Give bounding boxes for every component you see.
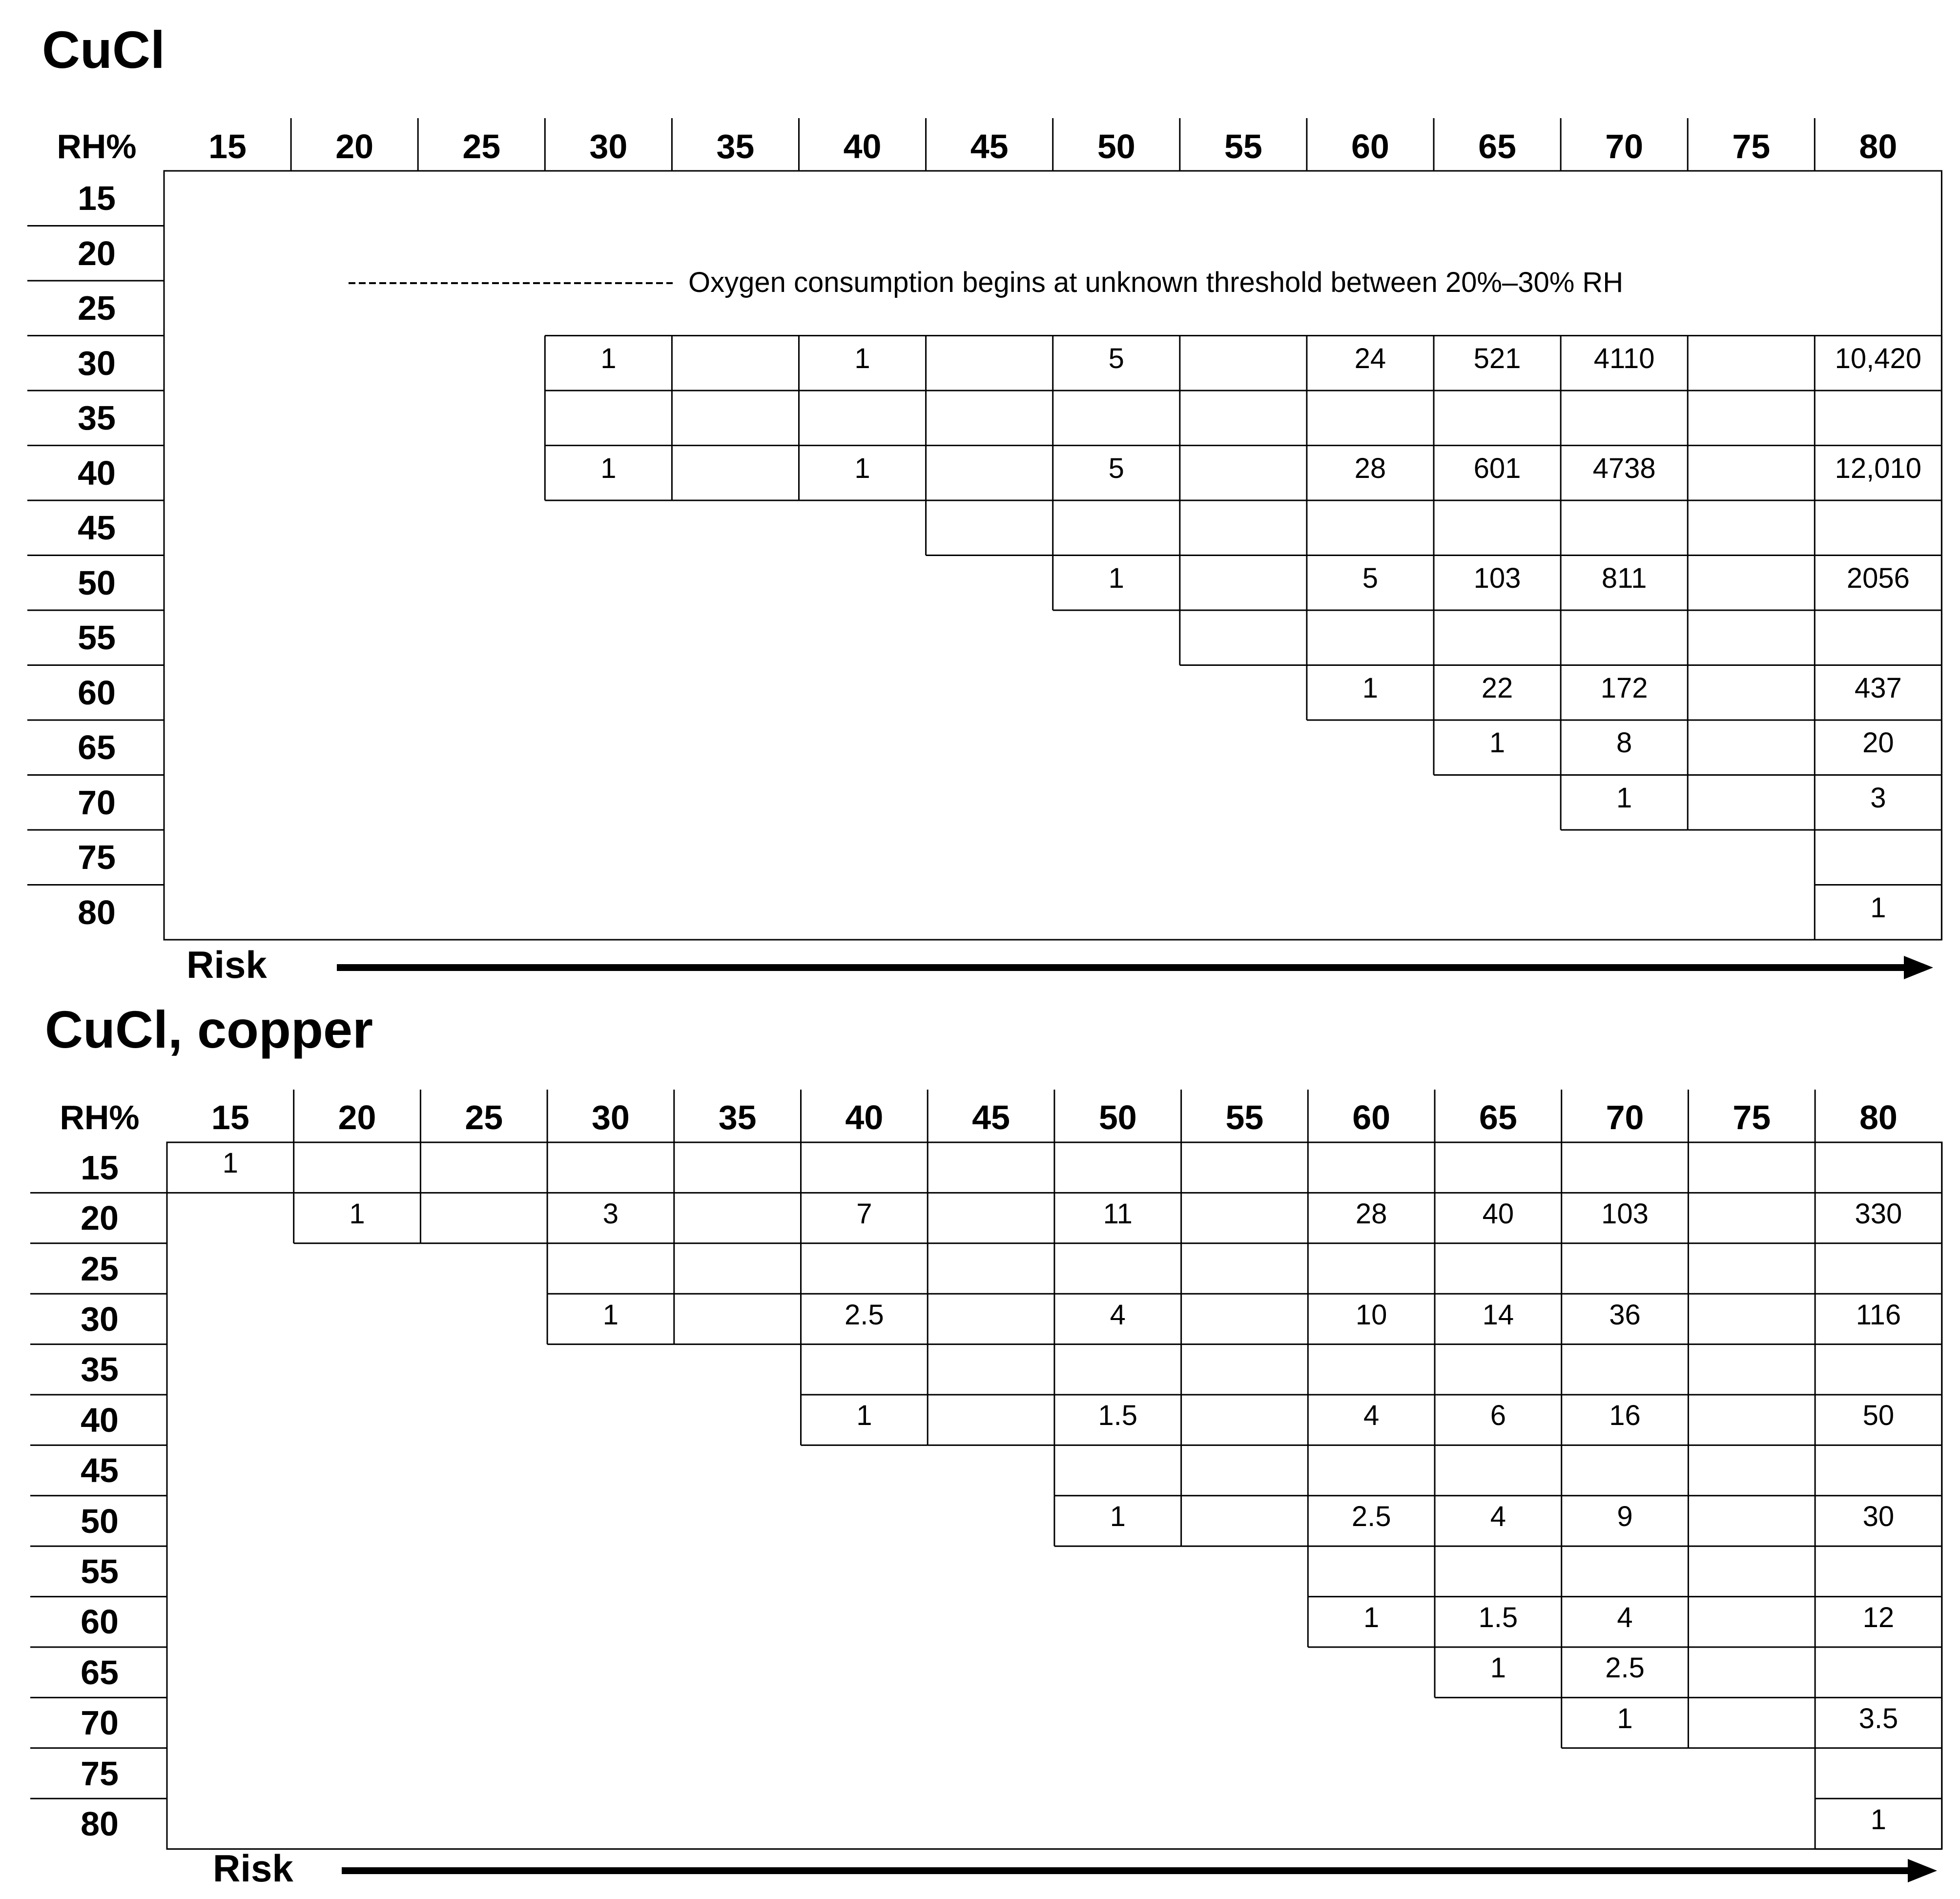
table-2-cell-value: 2.5: [1605, 1652, 1645, 1684]
table-2-row-header: 75: [81, 1754, 119, 1793]
table-2-col-header: 70: [1606, 1098, 1644, 1136]
table-2-row-header: 60: [81, 1603, 119, 1641]
table-2-cell-value: 3.5: [1858, 1702, 1898, 1734]
table-1-cell-value: 10,420: [1835, 342, 1922, 374]
table-2-cell-value: 11: [1103, 1197, 1133, 1230]
table-2-col-header: 75: [1733, 1098, 1771, 1136]
table-1-cell-value: 437: [1854, 672, 1902, 704]
table-1-row-header: 30: [78, 344, 116, 382]
table-2-row-header: 40: [81, 1401, 119, 1439]
table-1-cell-value: 1: [1870, 891, 1886, 924]
table-2-cell-value: 30: [1862, 1501, 1895, 1533]
table-2-cell-value: 116: [1856, 1299, 1901, 1331]
table-1-cell-value: 103: [1473, 562, 1521, 594]
table-2-row-header: 15: [81, 1148, 119, 1187]
table-1-cell-value: 28: [1354, 452, 1386, 484]
table-2-cell-value: 9: [1617, 1501, 1633, 1533]
table-1-cell-value: 2056: [1846, 562, 1910, 594]
table-2-row-header: 65: [81, 1653, 119, 1692]
table-2-cell-value: 1.5: [1098, 1400, 1138, 1432]
table-1-col-header: 20: [335, 127, 374, 165]
table-2-col-header: 20: [338, 1098, 376, 1136]
table-1-col-header: 50: [1097, 127, 1135, 165]
table-1-col-header: 75: [1732, 127, 1771, 165]
table-2-row-header: 70: [81, 1704, 119, 1742]
table-2-cell-value: 1.5: [1478, 1602, 1518, 1634]
table-1-cell-value: 1: [1362, 672, 1379, 704]
table-2-row-header: 55: [81, 1552, 119, 1590]
table-1-col-header: 35: [716, 127, 755, 165]
table-1-col-header: 70: [1605, 127, 1644, 165]
table-1-risk-label: Risk: [186, 943, 267, 986]
table-1-corner-label: RH%: [57, 127, 137, 165]
table-1-cell-value: 4110: [1593, 342, 1655, 374]
table-2-row-header: 30: [81, 1300, 119, 1338]
table-1-row-header: 25: [78, 289, 116, 328]
table-1-row-header: 40: [78, 454, 116, 492]
table-1-cell-value: 1: [1489, 727, 1506, 759]
table-2-col-header: 55: [1225, 1098, 1264, 1136]
table-2-cell-value: 14: [1482, 1299, 1514, 1331]
table-2-col-header: 25: [465, 1098, 503, 1136]
table-1-row-header: 15: [78, 179, 116, 218]
table-1-cell-value: 601: [1473, 452, 1521, 484]
table-1-cell-value: 4738: [1592, 452, 1656, 484]
table-1-col-header: 15: [208, 127, 247, 165]
table-1-cell-value: 1: [854, 452, 870, 484]
table-2-corner-label: RH%: [60, 1098, 140, 1136]
table-1-risk-arrow-head: [1904, 956, 1933, 979]
table-1-row-header: 20: [78, 234, 116, 272]
table-1-col-header: 25: [462, 127, 501, 165]
table-2-cell-value: 2.5: [845, 1299, 884, 1331]
table-1-col-header: 65: [1478, 127, 1516, 165]
table-2-cell-value: 16: [1609, 1400, 1641, 1432]
table-2-row-header: 35: [81, 1350, 119, 1389]
table-2-cell-value: 1: [1363, 1602, 1380, 1634]
table-1-row-header: 50: [78, 563, 116, 602]
table-2-title: CuCl, copper: [45, 1000, 373, 1059]
table-2-cell-value: 1: [1617, 1702, 1633, 1734]
table-2-row-header: 25: [81, 1249, 119, 1288]
table-2-cell-value: 28: [1355, 1197, 1387, 1230]
table-1-cell-value: 22: [1481, 672, 1513, 704]
table-2-col-header: 45: [972, 1098, 1010, 1136]
table-2-cell-value: 6: [1490, 1400, 1506, 1432]
table-2-cell-value: 4: [1490, 1501, 1506, 1533]
table-1-cell-value: 20: [1862, 727, 1894, 759]
table-2-col-header: 50: [1098, 1098, 1137, 1136]
table-2-cell-value: 1: [1490, 1652, 1506, 1684]
table-2-cell-value: 1: [602, 1299, 619, 1331]
table-1-row-header: 55: [78, 619, 116, 657]
table-1-cell-value: 5: [1362, 562, 1379, 594]
table-2-cell-value: 1: [1870, 1803, 1887, 1836]
table-2-risk-label: Risk: [213, 1847, 293, 1890]
table-1-col-header: 45: [970, 127, 1009, 165]
table-1-cell-value: 5: [1108, 342, 1124, 374]
table-1-row-header: 45: [78, 509, 116, 547]
table-2-cell-value: 50: [1862, 1400, 1895, 1432]
table-1-title: CuCl: [42, 20, 165, 79]
table-2-cell-value: 40: [1482, 1197, 1514, 1230]
table-1-cell-value: 12,010: [1835, 452, 1922, 484]
table-1-cell-value: 521: [1473, 342, 1521, 374]
table-2-cell-value: 12: [1862, 1602, 1895, 1634]
table-2-row-header: 50: [81, 1502, 119, 1540]
table-1-annotation: Oxygen consumption begins at unknown threshold between 20%–30% RH: [688, 267, 1624, 298]
table-2-cell-value: 1: [1110, 1501, 1126, 1533]
table-1-row-header: 75: [78, 838, 116, 877]
table-2-row-header: 45: [81, 1451, 119, 1490]
table-2-cell-value: 4: [1363, 1400, 1380, 1432]
table-2-col-header: 80: [1859, 1098, 1898, 1136]
table-1-row-header: 65: [78, 728, 116, 767]
table-2-col-header: 60: [1352, 1098, 1391, 1136]
table-2-col-header: 15: [211, 1098, 249, 1136]
table-2-cell-value: 36: [1609, 1299, 1641, 1331]
table-2-cell-value: 1: [222, 1147, 238, 1179]
table-1-cell-value: 1: [600, 452, 617, 484]
table-2-cell-value: 1: [349, 1197, 365, 1230]
table-2-row-header: 20: [81, 1199, 119, 1238]
table-2-col-header: 40: [845, 1098, 884, 1136]
table-1-cell-value: 8: [1616, 727, 1632, 759]
table-1-col-header: 60: [1351, 127, 1389, 165]
table-1-row-header: 80: [78, 893, 116, 931]
table-1-cell-value: 811: [1601, 562, 1647, 594]
table-2-risk-arrow-head: [1908, 1859, 1937, 1882]
table-1-col-header: 80: [1859, 127, 1898, 165]
table-2-col-header: 65: [1479, 1098, 1517, 1136]
table-1-row-header: 35: [78, 399, 116, 437]
table-1-cell-value: 3: [1870, 782, 1886, 814]
table-1-cell-value: 1: [854, 342, 870, 374]
table-1-row-header: 70: [78, 783, 116, 822]
table-1-cell-value: 24: [1354, 342, 1386, 374]
table-1-cell-value: 1: [600, 342, 617, 374]
table-2-cell-value: 2.5: [1351, 1501, 1391, 1533]
table-1-col-header: 40: [843, 127, 882, 165]
table-2-cell-value: 3: [602, 1197, 619, 1230]
table-1-cell-value: 1: [1108, 562, 1124, 594]
table-2-cell-value: 4: [1617, 1602, 1633, 1634]
table-2-cell-value: 10: [1355, 1299, 1387, 1331]
table-1-cell-value: 1: [1616, 782, 1632, 814]
table-2-col-header: 30: [592, 1098, 630, 1136]
table-2-cell-value: 103: [1601, 1197, 1649, 1230]
table-2-cell-value: 330: [1855, 1197, 1902, 1230]
table-2-cell-value: 4: [1110, 1299, 1126, 1331]
table-2-row-header: 80: [81, 1804, 119, 1843]
table-1-col-header: 55: [1224, 127, 1262, 165]
table-1-col-header: 30: [589, 127, 628, 165]
table-2-col-header: 35: [718, 1098, 757, 1136]
table-1-row-header: 60: [78, 673, 116, 712]
table-1-cell-value: 172: [1600, 672, 1648, 704]
table-2-cell-value: 1: [856, 1400, 872, 1432]
table-1-cell-value: 5: [1108, 452, 1124, 484]
table-2-cell-value: 7: [856, 1197, 872, 1230]
